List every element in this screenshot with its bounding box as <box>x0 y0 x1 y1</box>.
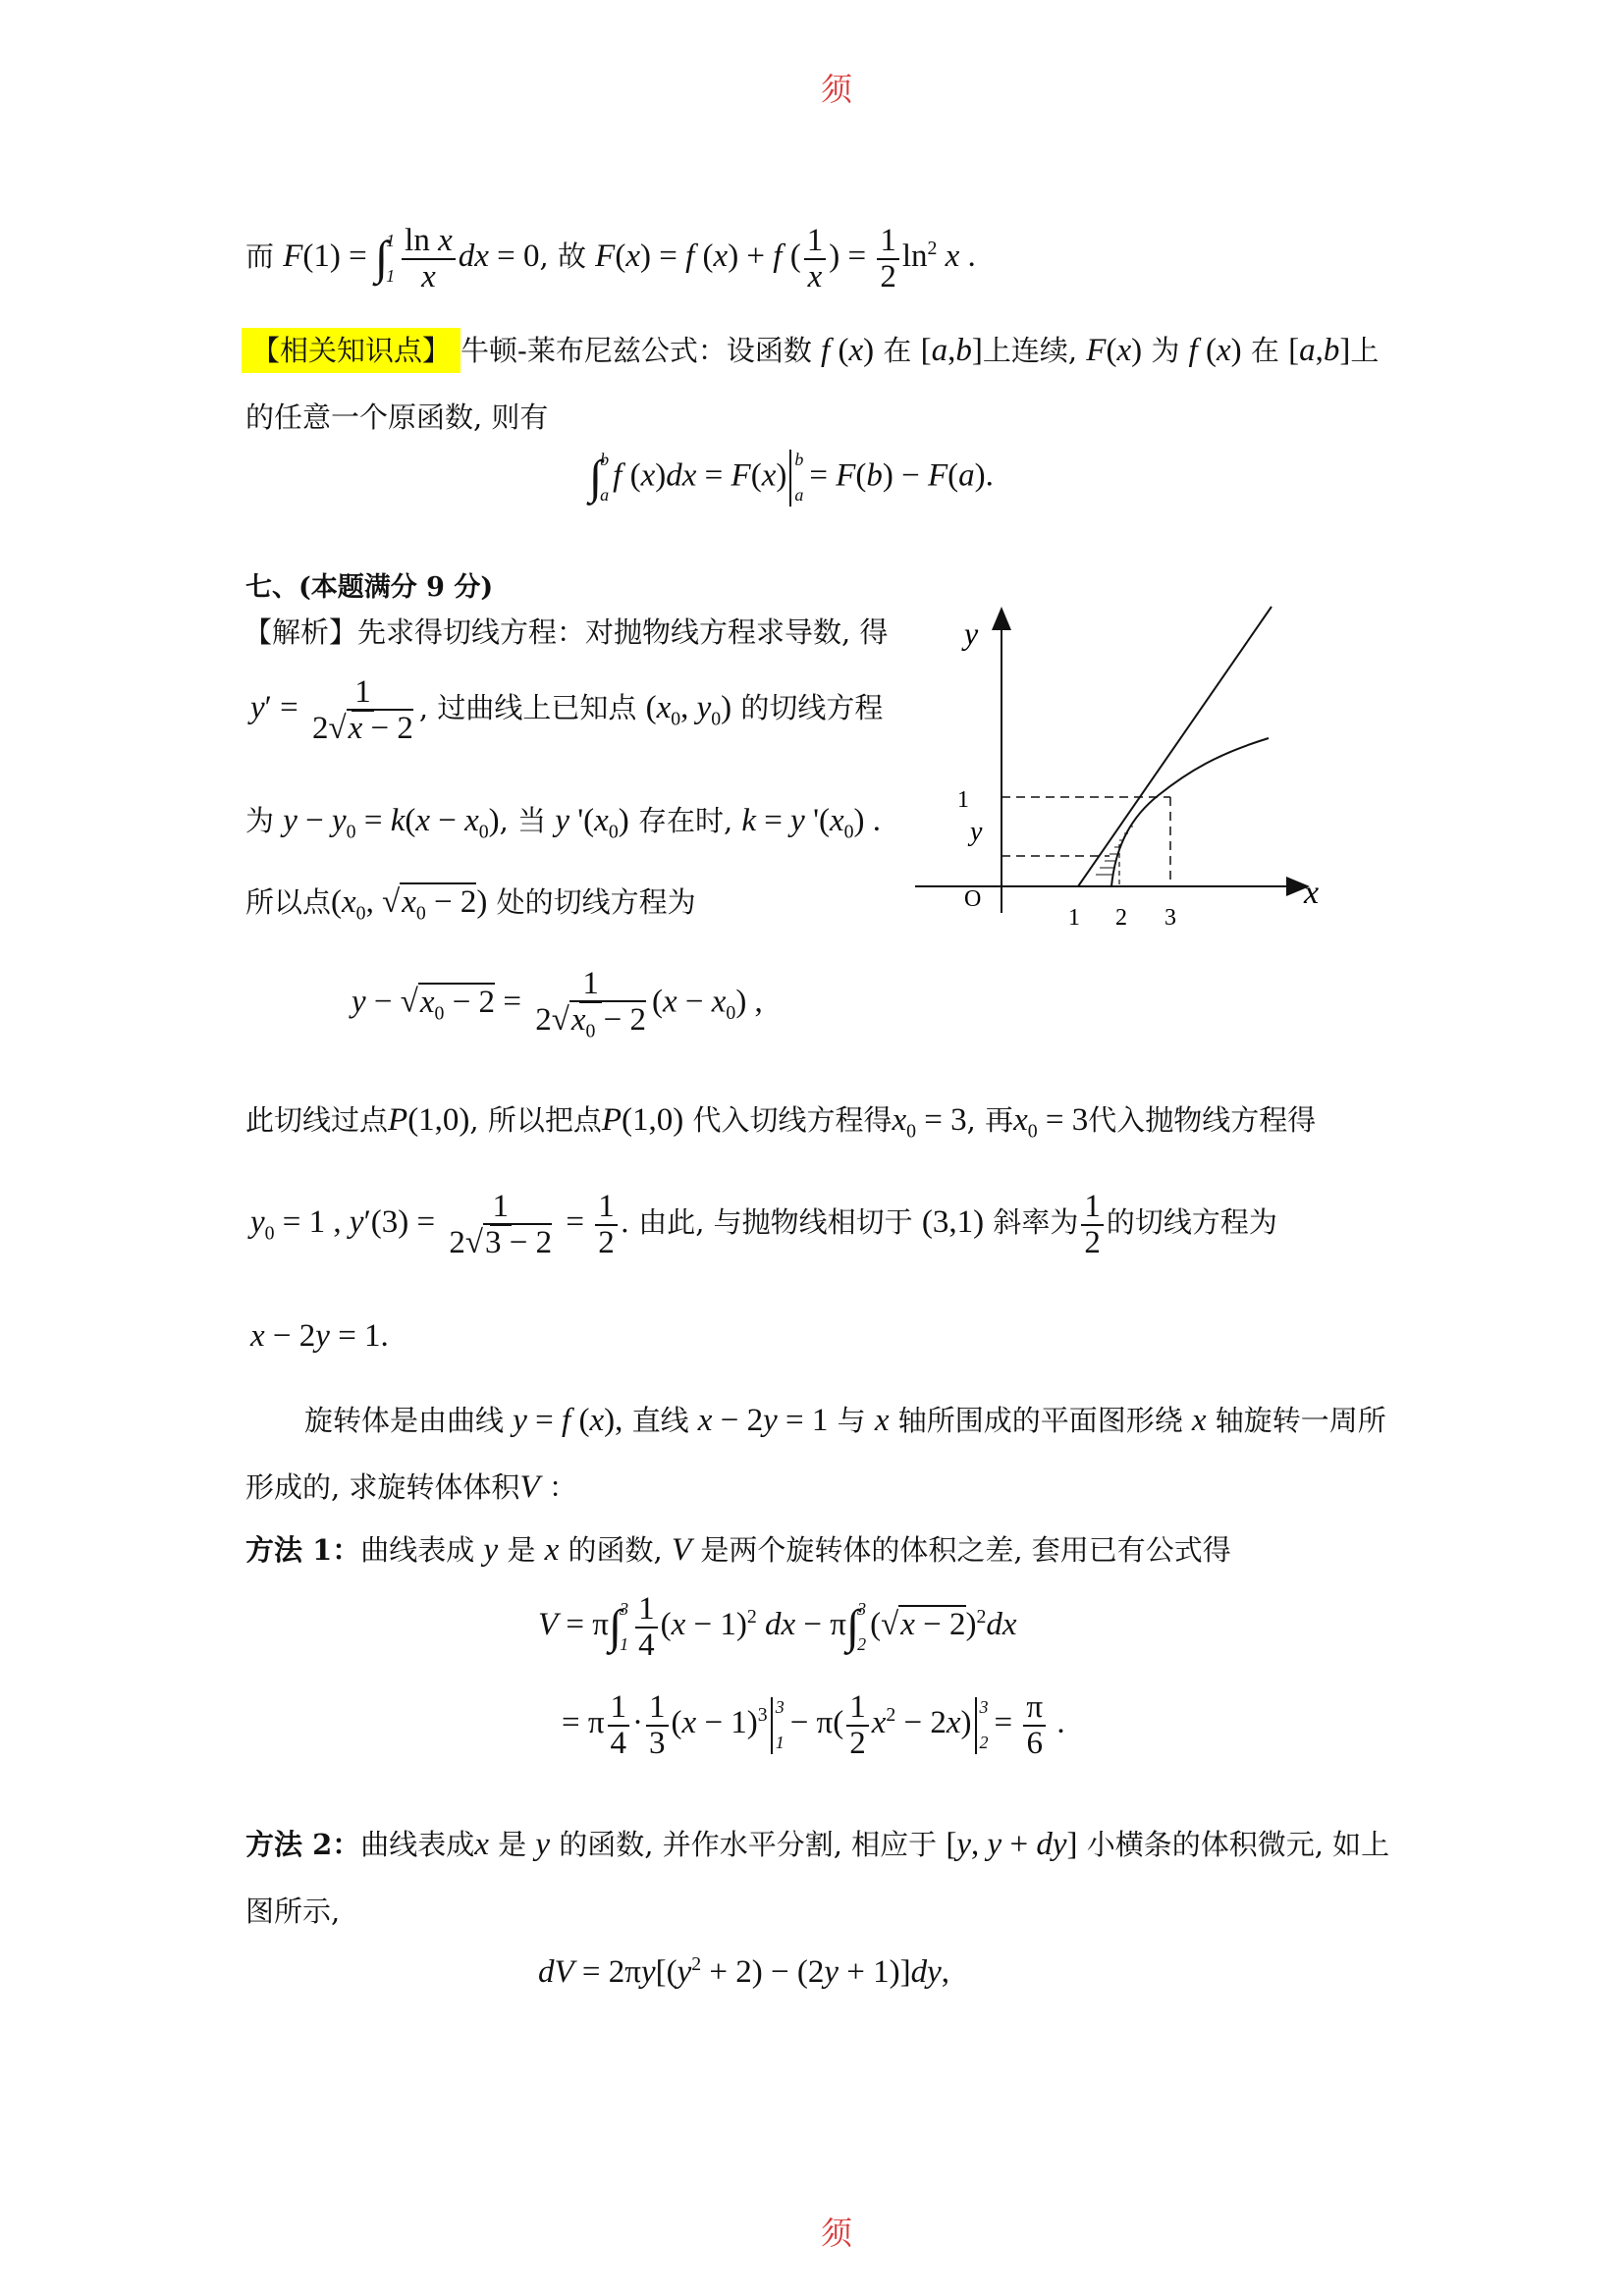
tangent-point-line: 此切线过点P(1,0), 所以把点P(1,0) 代入切线方程得$x_0 = 3$, 再$x_0 = 3$代入抛物线方程得 <box>245 1102 1317 1143</box>
volume-formula-2: = π $\frac{1}{4}$ · $\frac{1}{3}$ $(x - 1)^3$ 3 1 − π( $\frac{1}{2}$ $x^2 - 2x$) 3 2 = $\frac{\pi}{6}$ . <box>562 1689 1065 1761</box>
footer-mark: 须 <box>821 2215 853 2252</box>
y-axis-label: y <box>964 615 979 651</box>
knowledge-tag: 【相关知识点】 <box>242 328 460 373</box>
rotation-line-1: 旋转体是由曲线 y = f (x), 直线 x − 2y = 1 与 x 轴所围成的平面图形绕 x 轴旋转一周所 <box>304 1403 1386 1438</box>
analysis-line-2: y′ = $\frac{1}{2√x - 2}$ , 过曲线上已知点 ($x_0$, $y_0$) 的切线方程 <box>250 674 884 746</box>
x-axis-label: x <box>1304 875 1320 911</box>
formula-line-F1: 而 F(1) = ∫ 1 1 $\frac{\text{ln x}}{x}$ dx = 0, 故 F(x) = f (x) + f ( $\frac{1}{x}$ ) = $\frac{1}{2}$ $\ln^2 x$ . <box>245 223 976 294</box>
method-1-line: 方法 1：曲线表成 y 是 x 的函数, V 是两个旋转体的体积之差, 套用已有公式得 <box>245 1532 1231 1568</box>
tangent-equation: $y - √x_0 - 2$ = $\frac{1}{2√x_0 - 2}$ $(x - x_0)$ , <box>352 966 763 1042</box>
knowledge-line-2: 的任意一个原函数, 则有 <box>245 400 549 434</box>
method-2-label: 方法 2： <box>245 1828 361 1861</box>
rotation-line-2: 形成的, 求旋转体体积V ： <box>245 1469 577 1505</box>
section-7-title: 七、(本题满分 9 分) <box>245 572 494 603</box>
analysis-line-1: 【解析】先求得切线方程：对抛物线方程求导数, 得 <box>244 615 889 649</box>
tangent-parabola-figure <box>903 589 1320 942</box>
tick-x3-label: 3 <box>1164 905 1176 931</box>
tick-y1-label: 1 <box>957 787 969 813</box>
tangent-result: x − 2y = 1. <box>250 1318 389 1354</box>
analysis-line-4: 所以点($x_0$, $√x_0 - 2$) 处的切线方程为 <box>245 884 696 925</box>
method-2-line-2: 图所示, <box>245 1895 341 1928</box>
y0-line: $y_0 = 1$ , y′(3) = $\frac{1}{2√3 - 2}$ = $\frac{1}{2}$ . 由此, 与抛物线相切于 (3,1) 斜率为 $\frac{1}{2}$ 的切线方程为 <box>250 1189 1277 1260</box>
knowledge-line-1: 【相关知识点】 牛顿-莱布尼兹公式：设函数 f (x) 在 [a,b]上连续, F(x) 为 f (x) 在 [a,b]上 <box>242 332 1379 371</box>
analysis-line-3: 为 $y - y_0 = k(x - x_0)$, 当 y '$(x_0)$ 存在时, k = y '$(x_0)$ . <box>245 803 882 843</box>
volume-element-formula: dV = $2\pi y[(y^2 + 2) - (2y + 1)]dy$, <box>538 1953 949 1990</box>
tick-x2-label: 2 <box>1115 905 1127 931</box>
tick-x1-label: 1 <box>1068 905 1080 931</box>
tick-y-label: y <box>970 817 983 847</box>
method-1-label: 方法 1： <box>245 1533 361 1567</box>
newton-leibniz-formula: ∫ b a f (x)dx = F(x) b a = F(b) − F(a). <box>589 450 994 506</box>
origin-label: O <box>964 886 982 912</box>
volume-formula-1: V = π∫ 3 1 $\frac{1}{4}$ $(x - 1)^2$ dx − π∫ 3 2 $(√x - 2)^2dx$ <box>538 1591 1017 1663</box>
method-2-line: 方法 2：曲线表成x 是 y 的函数, 并作水平分割, 相应于 [y, y + dy] 小横条的体积微元, 如上 <box>245 1827 1390 1862</box>
parabola-curve <box>1111 738 1269 886</box>
header-mark: 须 <box>821 71 853 108</box>
